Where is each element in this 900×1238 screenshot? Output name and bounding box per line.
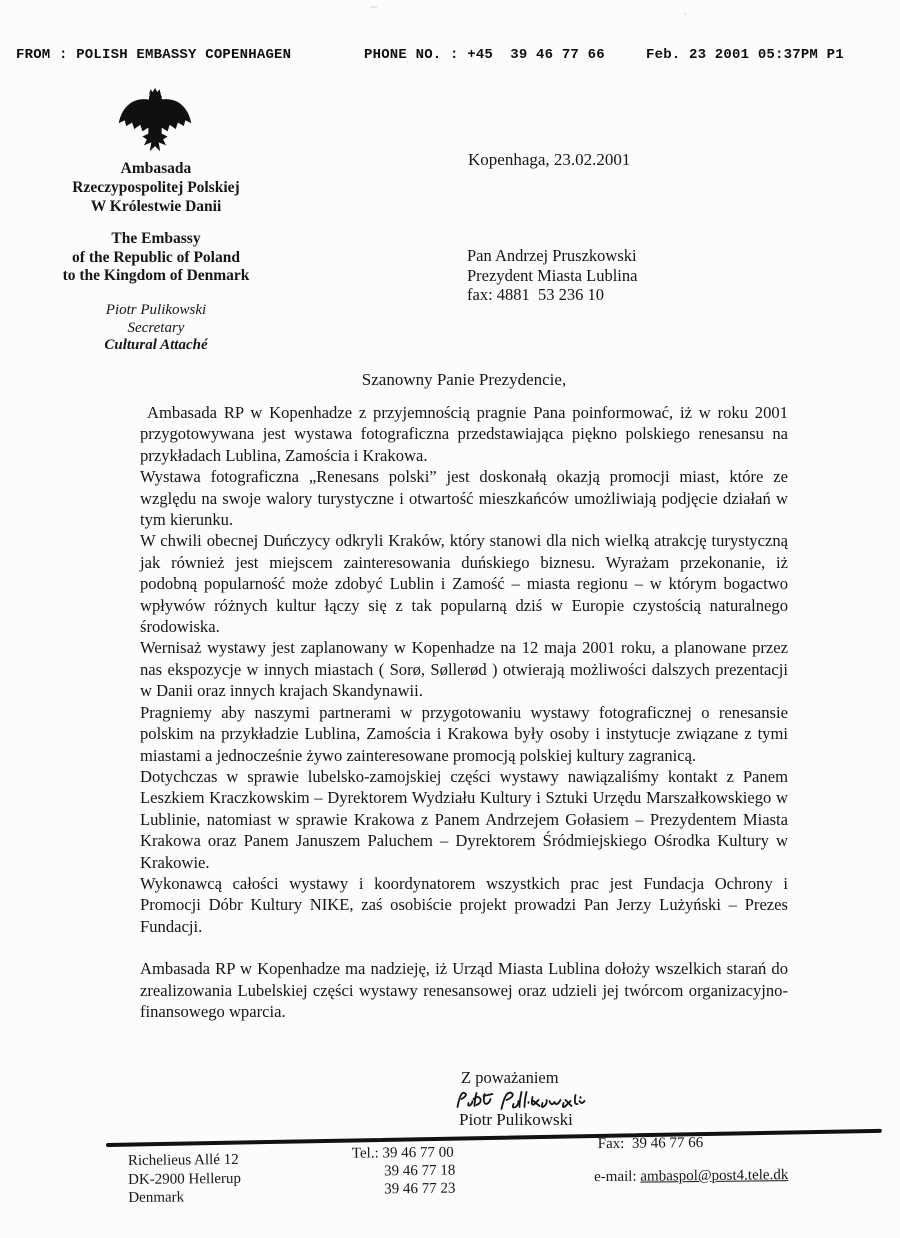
letter-paragraph: Dotychczas w sprawie lubelsko-zamojskiej części wystawy nawiązaliśmy kontakt z Panem Leszkiem Kraczkowskim – Dyrektorem Wydziału Kultury i Sztuki Urzędu Marszałkowskiego w Lublinie, natomiast w sprawie Krakowa z Panem Andrzejem Gołasiem – Prezydentem Miasta Krakowa oraz Panem Januszem Paluchem – Dyrektorem Śródmiejskiego Ośrodka Kultury w Krakowie.: [140, 766, 788, 872]
letterhead-line: The Embassy: [111, 230, 201, 247]
letter-paragraph: Wernisaż wystawy jest zaplanowany w Kopenhadze na 12 maja 2001 roku, a planowane przez nas ekspozycje w innych miastach ( Sorø, Søllerød ) otwierają możliwości dalszych prezentacji w Danii oraz innych krajach Skandynawii.: [140, 638, 788, 701]
sender-title: Secretary: [127, 319, 185, 336]
scan-speck: [684, 13, 687, 15]
tel-label: Tel.:: [351, 1145, 379, 1162]
recipient-fax: fax: 4881 53 236 10: [467, 285, 605, 304]
address-line: DK-2900 Hellerup: [128, 1170, 242, 1188]
tel-number: 39 46 77 23: [384, 1180, 456, 1198]
letter-paragraph: Wystawa fotograficzna „Renesans polski” jest doskonałą okazją promocji miast, które ze względu na swoje walory turystyczne i otwartość mieszkańców umożliwiają podjęcie działań w tym kierunku.: [140, 467, 788, 530]
tel-number: 39 46 77 00: [382, 1144, 454, 1162]
signature-typed-name: Piotr Pulikowski: [459, 1110, 573, 1129]
letter-paragraph: Wykonawcą całości wystawy i koordynatorem wszystkich prac jest Fundacja Ochrony i Promocji Dóbr Kultury NIKE, zaś osobiście projekt prowadzi Pan Jerzy Lużyński – Prezes Fundacji.: [140, 873, 788, 936]
letter-paragraph: Ambasada RP w Kopenhadze ma nadzieję, iż Urząd Miasta Lublina dołoży wszelkich starań do zrealizowania Lubelskiej części wystawy renesansowej oraz udzieli jej twórcom organizacyjno-finansowego wparcia.: [140, 959, 788, 1021]
fax-date-time: Feb. 23 2001 05:37PM P1: [646, 47, 844, 63]
tel-line: [352, 1144, 455, 1163]
date-line: Kopenhaga, 23.02.2001: [468, 150, 631, 169]
address-line: Richelieus Allé 12: [127, 1151, 239, 1170]
email-label: e-mail:: [594, 1168, 637, 1186]
footer-telephone: [352, 1144, 456, 1199]
letterhead-line: Ambasada: [120, 160, 192, 177]
letter-paragraph: W chwili obecnej Duńczycy odkryli Kraków, który stanowi dla nich wielką atrakcję turystyczną jak również jest miejscem zainteresowania duńskiego biznesu. Wyrażam przekonanie, iż podobną popularność może zdobyć Lublin i Zamość – miasta regionu – w którym bogactwo wpływów różnych kultur łączy się z tak popularną dziś w Europie czystością naturalnego środowiska.: [140, 531, 788, 637]
footer-fax: Fax: 39 46 77 66: [597, 1134, 704, 1153]
letter-paragraph: Pragniemy aby naszymi partnerami w przygotowaniu wystawy fotograficznej o renesansie polskim na przykładzie Lublina, Zamościa i Krakowa były osoby i instytucje związane z tymi miastami a jednocześnie żywo zainteresowane promocją polskiej kultury zagranicą.: [140, 702, 788, 765]
letterhead-line: of the Republic of Poland: [72, 248, 240, 266]
sender-name: Piotr Pulikowski: [105, 302, 207, 318]
sender-role: Cultural Attaché: [104, 337, 208, 353]
fax-sender: FROM : POLISH EMBASSY COPENHAGEN: [16, 47, 292, 63]
letterhead-line: W Królestwie Danii: [90, 198, 222, 215]
address-line: Denmark: [128, 1189, 185, 1207]
recipient-title: Prezydent Miasta Lublina: [467, 265, 638, 285]
email-address: ambaspol@post4.tele.dk: [640, 1167, 789, 1185]
tel-number: 39 46 77 18: [383, 1162, 456, 1180]
scan-speck: [370, 6, 378, 8]
letter-paragraph: Ambasada RP w Kopenhadze z przyjemnością pragnie Pana poinformować, iż w roku 2001 przygotowywana jest wystawa fotograficzna przedstawiająca piękno polskiego renesansu na przykładach Lublina, Zamościa i Krakowa.: [140, 403, 788, 465]
recipient-name: Pan Andrzej Pruszkowski: [467, 246, 637, 265]
fax-phone-number: PHONE NO. : +45 39 46 77 66: [364, 47, 605, 63]
footer-address: [128, 1151, 241, 1208]
letterhead-line: to the Kingdom of Denmark: [62, 267, 250, 284]
letterhead-line: Rzeczypospolitej Polskiej: [72, 179, 240, 196]
footer-email: [594, 1167, 788, 1186]
valediction: Z poważaniem: [461, 1068, 559, 1087]
salutation: Szanowny Panie Prezydencie,: [361, 370, 567, 389]
